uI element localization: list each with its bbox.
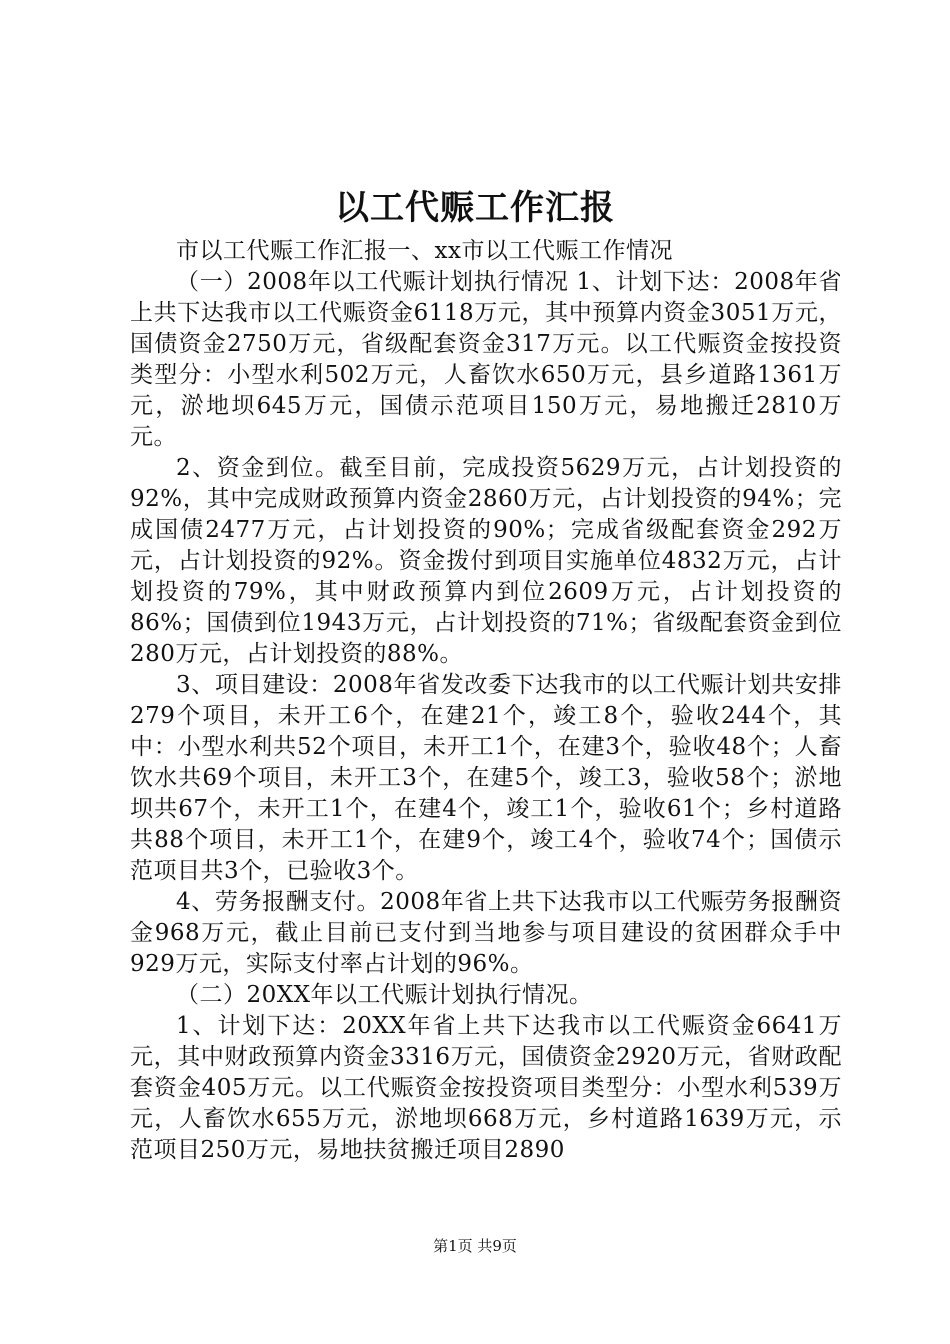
document-title: 以工代赈工作汇报 [335,188,615,228]
paragraph-section-two-plan: 1、计划下达：20XX年省上共下达我市以工代赈资金6641万元，其中财政预算内资金3316万元，国债资金2920万元，省财政配套资金405万元。以工代赈资金按投资项目类型分：小型水利539万元，人畜饮水655万元，淤地坝668万元，乡村道路1639万元，示范项目250万元，易地扶贫搬迁项目2890 [130,1013,842,1163]
paragraph-labor-payment: 4、劳务报酬支付。2008年省上共下达我市以工代赈劳务报酬资金968万元，截止目前已支付到当地参与项目建设的贫困群众手中929万元，实际支付率占计划的96%。 [130,889,842,977]
page-footer [0,1236,950,1256]
page-indicator: 第1页 共9页 [433,1237,517,1255]
paragraph-project-construction: 3、项目建设：2008年省发改委下达我市的以工代赈计划共安排279个项目，未开工6个，在建21个，竣工8个，验收244个，其中：小型水利共52个项目，未开工1个，在建3个，验收48个；人畜饮水共69个项目，未开工3个，在建5个，竣工3，验收58个；淤地坝共67个，未开工1个，在建4个，竣工1个，验收61个；乡村道路共88个项目，未开工1个，在建9个，竣工4个，验收74个；国债示范项目共3个，已验收3个。 [130,672,842,884]
paragraph-funds-arrival: 2、资金到位。截至目前，完成投资5629万元，占计划投资的92%，其中完成财政预算内资金2860万元，占计划投资的94%；完成国债2477万元，占计划投资的90%；完成省级配套资金292万元，占计划投资的92%。资金拨付到项目实施单位4832万元，占计划投资的79%，其中财政预算内到位2609万元，占计划投资的86%；国债到位1943万元，占计划投资的71%；省级配套资金到位280万元，占计划投资的88%。 [130,455,842,667]
paragraph-subtitle: 市以工代赈工作汇报一、xx市以工代赈工作情况 [176,238,673,264]
document-body [130,236,842,1166]
paragraph-section-two-heading: （二）20XX年以工代赈计划执行情况。 [176,982,593,1008]
paragraph-section-one-plan: （一）2008年以工代赈计划执行情况 1、计划下达：2008年省上共下达我市以工代赈资金6118万元，其中预算内资金3051万元，国债资金2750万元，省级配套资金317万元。以工代赈资金按投资类型分：小型水利502万元，人畜饮水650万元，县乡道路1361万元，淤地坝645万元，国债示范项目150万元，易地搬迁2810万元。 [130,269,842,450]
